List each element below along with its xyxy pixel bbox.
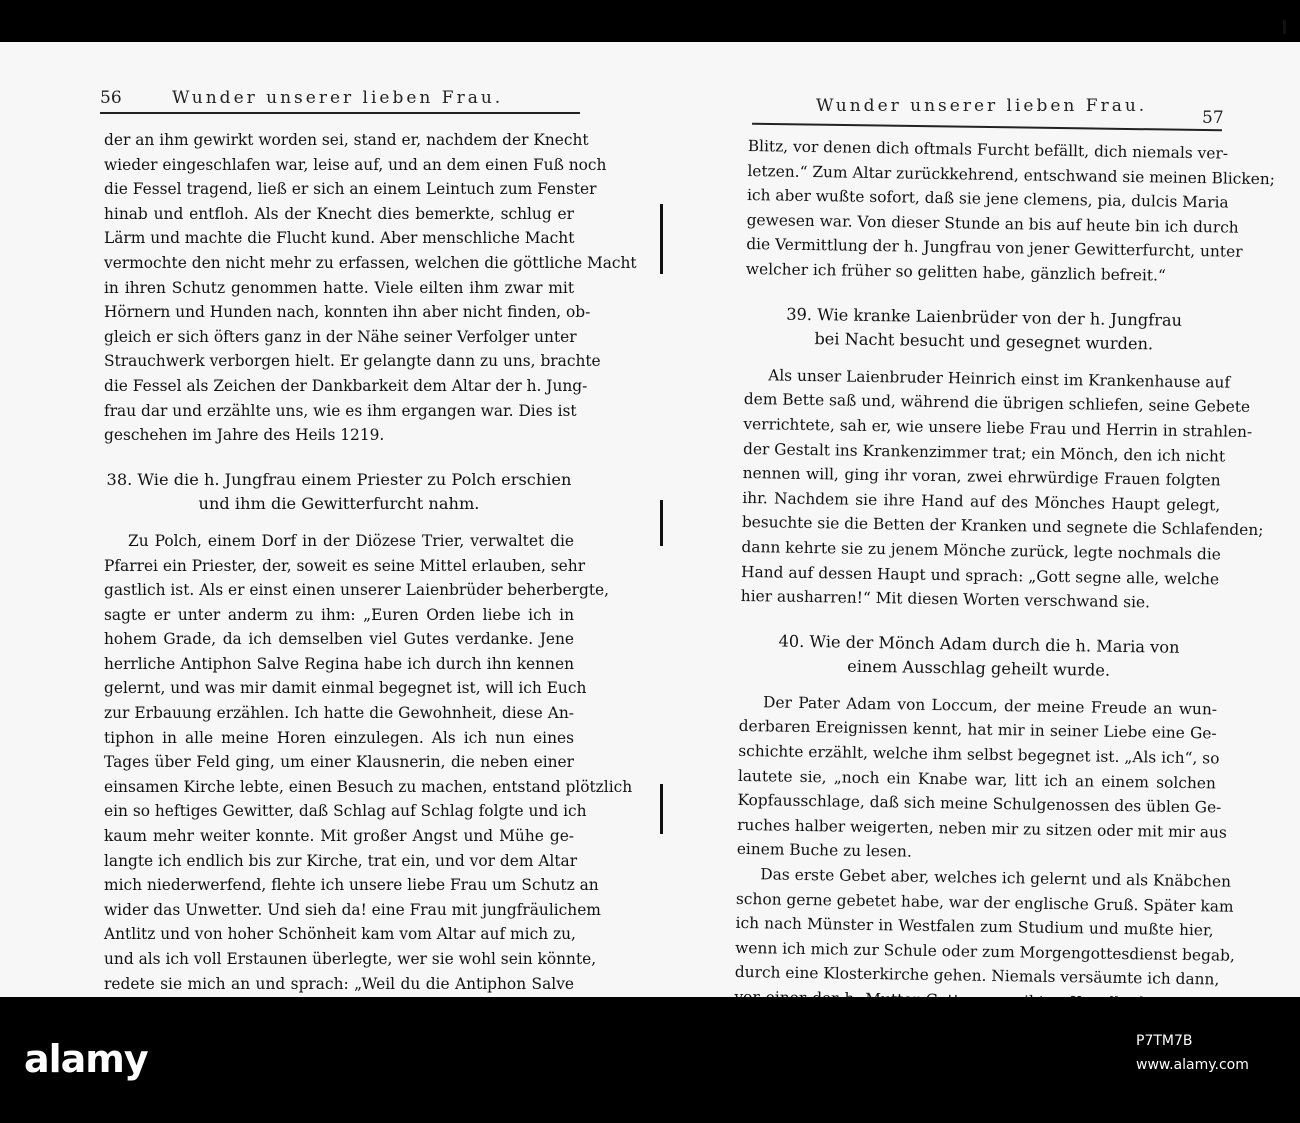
heading-chapter-38 <box>104 468 574 517</box>
text-line: dem Bette saß und, während die übrigen schliefen, seine Gebete <box>743 390 1251 417</box>
text-line: wenn ich mich zur Schule oder zum Morgengottesdienst begab, <box>735 938 1235 965</box>
right-page <box>652 42 1300 997</box>
text-line: wider das Unwetter. Und sieh da! eine Frau mit jungfräulichem <box>104 900 601 919</box>
text-line: vermochte den nicht mehr zu erfassen, welchen die göttliche Macht <box>104 253 637 272</box>
text-line: hohem Grade, da ich demselben viel Gutes verdanke. Jene <box>104 630 574 649</box>
text-line: und als ich voll Erstaunen überlegte, wer sie wohl sein könnte, <box>104 950 597 968</box>
left-page-number: 56 <box>100 88 122 108</box>
text-line: Antlitz und von hoher Schönheit kam vom Altar auf mich zu, <box>104 925 576 944</box>
text-line: Pfarrei ein Priester, der, soweit es seine Mittel erlauben, sehr <box>104 556 586 575</box>
text-line: Zu Polch, einem Dorf in der Diözese Trier, verwaltet die <box>128 531 574 550</box>
text-line: mich niederwerfend, flehte ich unsere liebe Frau um Schutz an <box>104 876 599 895</box>
corner-mark <box>1283 20 1286 34</box>
right-running-title: Wunder unserer lieben Frau. <box>816 96 1148 116</box>
alamy-logo: alamy <box>24 1037 148 1081</box>
book-spread-scan <box>0 42 1300 997</box>
text-line: die Fessel tragend, ließ er sich an einem Leintuch zum Fenster <box>104 180 597 199</box>
text-line: gelernt, und was mir damit einmal begegnet ist, will ich Euch <box>104 679 587 698</box>
stock-footer-bar <box>0 997 1300 1123</box>
right-paragraph-39 <box>740 363 1264 616</box>
right-paragraph-40b <box>734 862 1235 1017</box>
text-line: derbaren Ereignissen kennt, hat mir in seiner Liebe eine Ge- <box>738 717 1217 743</box>
text-line: kaum mehr weiter konnte. Mit großer Angst und Mühe ge- <box>104 827 574 846</box>
text-line: gastlich ist. Als er einst einen unserer Laienbrüder beherbergte, <box>104 581 610 600</box>
left-page-body <box>104 128 637 1021</box>
text-line: dann kehrte sie zu jenem Mönche zurück, legte nochmals die <box>741 537 1221 564</box>
heading-line: einem Ausschlag geheilt wurde. <box>847 656 1111 681</box>
text-line: Das erste Gebet aber, welches ich gelernt und als Knäbchen <box>760 865 1232 891</box>
left-header-rule <box>100 112 580 114</box>
heading-chapter-40 <box>739 629 1218 686</box>
text-line: ich aber wußte sofort, daß sie jene clemens, pia, dulcis Maria <box>746 186 1229 212</box>
text-line: Tages über Feld ging, um einer Klausnerin, die neben einer <box>104 753 574 772</box>
text-line: tiphon in alle meine Horen einzulegen. Als ich nun eines <box>104 728 574 747</box>
heading-line: bei Nacht besucht und gesegnet wurden. <box>814 329 1154 354</box>
text-line: geschehen im Jahre des Heils 1219. <box>104 426 385 445</box>
text-line: einem Buche zu lesen. <box>736 840 912 862</box>
right-paragraph-continued <box>745 134 1276 289</box>
text-line: welcher ich früher so gelitten habe, gänzlich befreit.“ <box>745 259 1166 285</box>
text-line: die Vermittlung der h. Jungfrau von jener Gewitterfurcht, unter <box>746 235 1243 262</box>
right-page-body <box>734 134 1276 1017</box>
heading-chapter-39 <box>745 302 1224 359</box>
heading-line: 40. Wie der Mönch Adam durch die h. Maria von <box>778 631 1180 657</box>
text-line: hier ausharren!“ Mit diesen Worten verschwand sie. <box>740 587 1151 612</box>
text-line: Als unser Laienbruder Heinrich einst im Krankenhause auf <box>768 366 1231 392</box>
text-line: ich nach Münster in Westfalen zum Studium und mußte hier, <box>735 914 1214 940</box>
text-line: lautete sie, „noch ein Knabe war, litt ich an einem solchen <box>737 766 1217 793</box>
left-running-title: Wunder unserer lieben Frau. <box>172 88 504 108</box>
text-line: redete sie mich an und sprach: „Weil du die Antiphon Salve <box>104 974 574 993</box>
left-page <box>0 42 640 997</box>
text-line: Hörnern und Hunden nach, konnten ihn aber nicht finden, ob- <box>104 303 591 322</box>
text-line: langte ich endlich bis zur Kirche, trat ein, und vor dem Altar <box>104 851 578 870</box>
heading-line: 39. Wie kranke Laienbrüder von der h. Jungfrau <box>786 304 1183 330</box>
image-code: P7TM7B <box>1136 1033 1193 1049</box>
text-line: schon gerne gebetet habe, war der englische Gruß. Später kam <box>735 889 1234 916</box>
text-line: besuchte sie die Betten der Kranken und segnete die Schlafenden; <box>741 513 1264 540</box>
text-line: Lärm und machte die Flucht kund. Aber menschliche Macht <box>104 229 575 248</box>
text-line: Kopfausschlage, daß sich meine Schulgenossen des üblen Ge- <box>737 791 1222 817</box>
text-line: Blitz, vor denen dich oftmals Furcht befällt, dich niemals ver- <box>747 136 1229 163</box>
left-paragraph-continued <box>104 128 637 448</box>
text-line: Hand auf dessen Haupt und sprach: „Gott segne alle, welche <box>740 562 1220 588</box>
text-line: einsamen Kirche lebte, einen Besuch zu machen, entstand plötzlich <box>104 777 633 796</box>
text-line: gleich er sich öfters ganz in der Nähe seiner Verfolger unter <box>104 327 577 346</box>
text-line: schichte erzählt, welche ihm selbst begegnet ist. „Als ich“, so <box>738 741 1220 768</box>
text-line: in ihren Schutz genommen hatte. Viele eilten ihm zwar mit <box>104 278 574 297</box>
stock-url: www.alamy.com <box>1136 1057 1249 1073</box>
text-line: ein so heftiges Gewitter, daß Schlag auf Schlag folgte und ich <box>104 802 587 821</box>
text-line: herrliche Antiphon Salve Regina habe ich durch ihn kennen <box>104 654 574 673</box>
text-line: Strauchwerk verborgen hielt. Er gelangte dann zu uns, brachte <box>104 352 601 371</box>
text-line: der Gestalt ins Krankenzimmer trat; ein Mönch, den ich nicht <box>742 439 1226 466</box>
text-line: zur Erbauung erzählen. Ich hatte die Gewohnheit, diese An- <box>104 704 574 723</box>
right-paragraph-40a <box>736 690 1227 870</box>
text-line: die Fessel als Zeichen der Dankbarkeit dem Altar der h. Jung- <box>104 376 588 395</box>
text-line: wieder eingeschlafen war, leise auf, und an dem einen Fuß noch <box>104 155 607 174</box>
text-line: durch eine Klosterkirche gehen. Niemals versäumte ich dann, <box>734 963 1220 989</box>
text-line: sagte er unter anderm zu ihm: „Euren Orden liebe ich in <box>104 605 574 624</box>
right-header-rule <box>752 123 1222 132</box>
text-line: ihr. Nachdem sie ihre Hand auf des Mönches Haupt gelegt, <box>742 488 1221 515</box>
text-line: verrichtete, sah er, wie unsere liebe Frau und Herrin in strahlen- <box>743 414 1253 441</box>
heading-line: 38. Wie die h. Jungfrau einem Priester zu Polch erschien <box>106 469 572 489</box>
text-line: Der Pater Adam von Loccum, der meine Freude an wun- <box>762 693 1218 719</box>
text-line: hinab und entfloh. Als der Knecht dies bemerkte, schlug er <box>104 204 574 223</box>
text-line: letzen.“ Zum Altar zurückkehrend, entschwand sie meinen Blicken; <box>747 161 1276 188</box>
right-page-number: 57 <box>1202 108 1224 128</box>
heading-line: und ihm die Gewitterfurcht nahm. <box>198 494 480 514</box>
text-line: gewesen war. Von dieser Stunde an bis auf heute bin ich durch <box>746 210 1239 237</box>
text-line: nennen will, ging ihr voran, zwei ehrwürdige Frauen folgten <box>742 464 1221 490</box>
text-line: der an ihm gewirkt worden sei, stand er, nachdem der Knecht <box>104 131 589 149</box>
left-paragraph-38 <box>104 529 633 1021</box>
text-line: frau dar und erzählte uns, wie es ihm ergangen war. Dies ist <box>104 401 577 420</box>
text-line: ruches halber weigerten, neben mir zu sitzen oder mit mir aus <box>737 815 1227 842</box>
